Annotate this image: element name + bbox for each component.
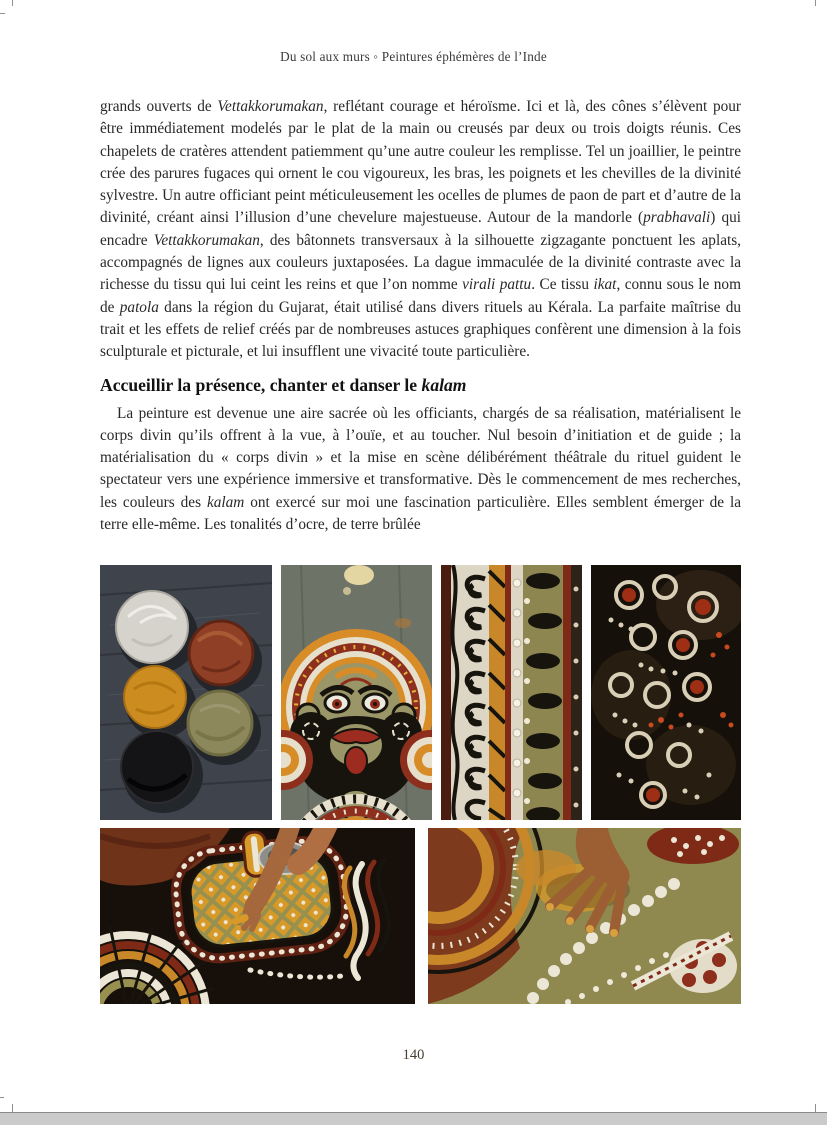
page-number: 140 [402,1047,425,1063]
hand-powder-illustration [428,828,741,1004]
photo-deity-face [281,565,432,820]
border-motif-illustration [441,565,582,820]
crop-mark-bottom-left-horizontal [0,1097,4,1098]
text-column [100,96,741,536]
hands-drawing-illustration [100,828,415,1004]
figure-grid [100,565,741,1004]
body-paragraph-continuation: grands ouverts de Vettakkorumakan, reflétant courage et héroïsme. Ici et là, des cônes s’élèvent pour être immédiatement modelés par le plat de la main ou creusés par deux ou trois doigts réunis. Ces chapelets de cratères attendent patiemment qu’une autre couleur les remplisse. Tel un joaillier, le peintre crée des parures fugaces qui ornent le cou vigoureux, les bras, les poignets et les chevilles de la divinité sylvestre. Un autre officiant peint méticuleusement les ocelles de plumes de paon de part et d’autre de la divinité, créant ainsi l’illusion d’une chevelure majestueuse. Autour de la mandorle (prabhavali) qui encadre Vettakkorumakan, des bâtonnets transversaux à la silhouette zigzagante ponctuent les aplats, accompagnés de lignes aux couleurs juxtaposées. La dague immaculée de la divinité contraste avec la richesse du tissu qui lui ceint les reins et que l’on nomme virali pattu. Ce tissu ikat, connu sous le nom de patola dans la région du Gujarat, était utilisé dans divers rituels au Kérala. La parfaite maîtrise du trait et les effets de relief créés par de nombreuses astuces graphiques confèrent une dimension à la fois sculpturale et picturale, et lui insufflent une vivacité toute particulière. [100,98,742,361]
photo-hands-drawing-kalam [100,828,415,1004]
photo-pigment-bowls [100,565,272,820]
photo-border-motif [441,565,582,820]
figure-row-bottom [100,828,741,1004]
crop-mark-top-left-vertical [12,0,13,6]
crop-mark-bottom-left-vertical [12,1104,13,1112]
figure-row-top [100,565,741,820]
section-heading: Accueillir la présence, chanter et danser le kalam [100,374,467,395]
dark-ocelli-illustration [591,565,741,820]
area-below-page [0,1113,827,1125]
crop-mark-top-left-horizontal [0,13,5,14]
deity-face-illustration [281,565,432,820]
body-paragraph-2: La peinture est devenue une aire sacrée où les officiants, chargés de sa réalisation, matérialisent le corps divin qu’ils offrent à la vue, à l’ouïe, et au toucher. Nul besoin d’initiation et de guide ; la matérialisation du « corps divin » et la mise en scène délibérément théâtrale du rituel guident le spectateur vers une expérience immersive et transformative. Dès le commencement de mes recherches, les couleurs des kalam ont exercé sur moi une fascination particulière. Elles semblent émerger de la terre elle-même. Les tonalités d’ocre, de terre brûlée [100,404,741,534]
crop-mark-bottom-right-vertical [815,1104,816,1112]
photo-hand-spreading-powder [428,828,741,1004]
crop-mark-top-right-vertical [815,0,816,6]
pigment-bowls-illustration [100,565,272,820]
running-header: Du sol aux murs ◦ Peintures éphémères de l’Inde [280,49,547,64]
photo-dark-ocelli [591,565,741,820]
